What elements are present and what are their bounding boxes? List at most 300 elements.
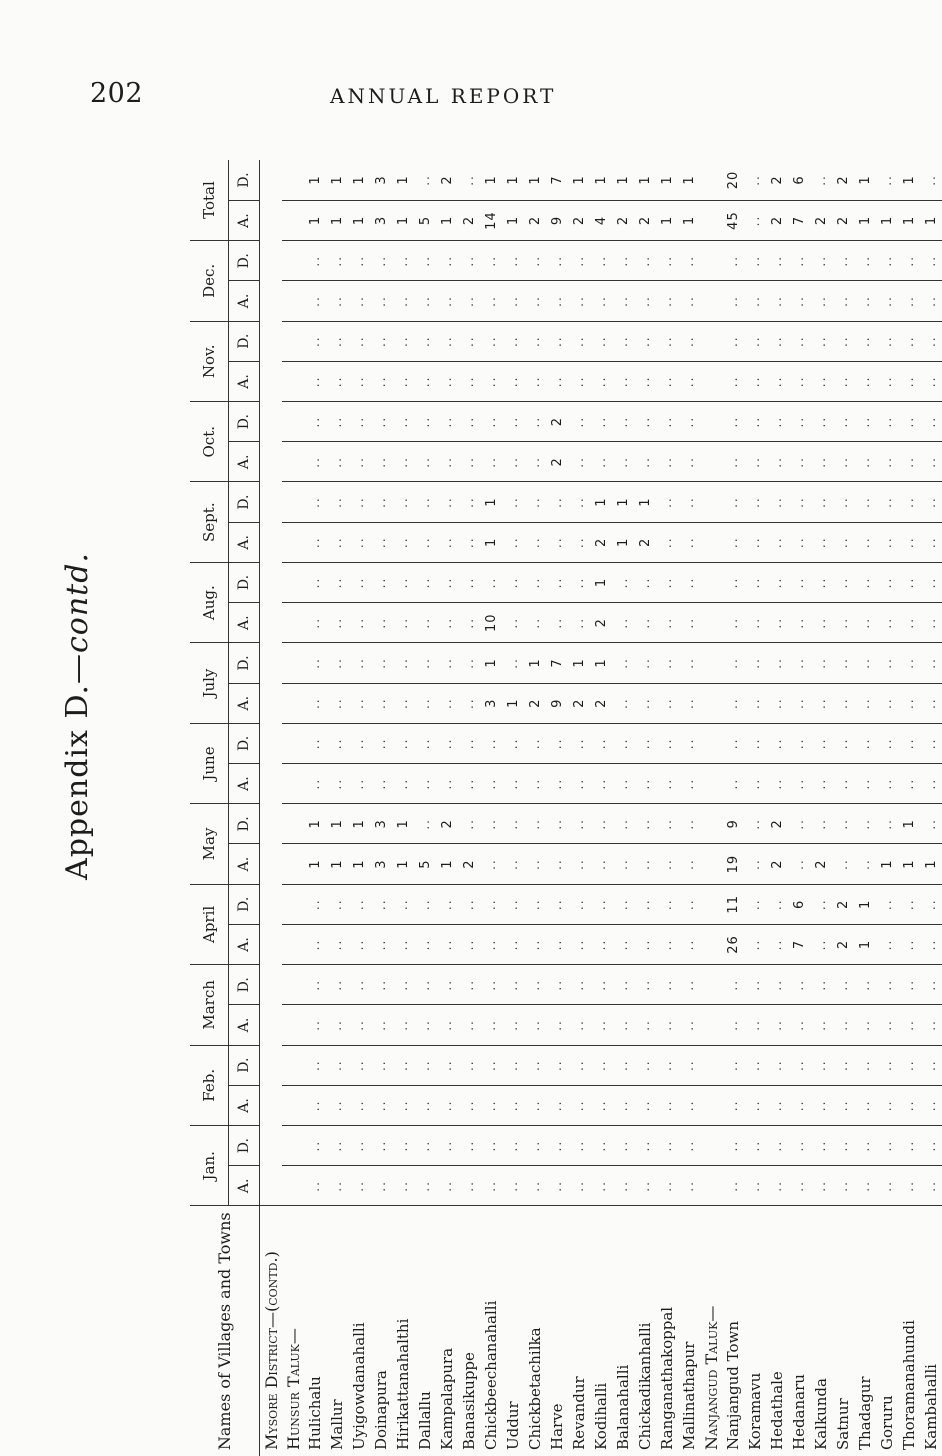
village-name: Uyigowdanahalli [348,1206,370,1456]
table-row [832,160,854,1456]
table-cell: .. [678,402,700,442]
table-cell: 7 [788,200,810,240]
table-cell: 1 [326,844,348,884]
table-cell: .. [326,562,348,602]
village-name: Mallinathapur [678,1206,700,1456]
table-cell: .. [304,603,326,643]
table-cell: .. [458,1126,480,1166]
table-cell: .. [612,723,634,763]
table-cell: 2 [810,200,832,240]
table-cell: 1 [656,200,678,240]
table-row [392,160,414,1456]
table-cell: .. [766,1085,788,1125]
table-cell: .. [546,884,568,924]
table-cell: .. [326,361,348,401]
table-cell: .. [392,683,414,723]
table-cell: 2 [832,924,854,964]
table-cell: .. [612,442,634,482]
table-cell: .. [458,321,480,361]
village-name: Hedanaru [788,1206,810,1456]
table-cell: 1 [502,200,524,240]
table-cell: .. [678,1045,700,1085]
table-cell: .. [788,361,810,401]
table-cell: .. [480,1045,502,1085]
table-cell: 2 [766,200,788,240]
table-cell: .. [568,804,590,844]
table-cell: 1 [634,160,656,200]
table-cell: .. [436,402,458,442]
table-cell: .. [810,884,832,924]
table-cell: .. [480,402,502,442]
table-cell: .. [392,321,414,361]
table-cell: .. [612,764,634,804]
table-cell: .. [810,603,832,643]
table-cell: .. [766,683,788,723]
village-name: Kodihalli [590,1206,612,1456]
table-cell: .. [744,1005,766,1045]
table-cell: .. [458,603,480,643]
table-cell: .. [876,1126,898,1166]
month-header: April [190,884,229,964]
table-cell: .. [898,522,920,562]
table-cell: .. [876,482,898,522]
month-header: June [190,723,229,803]
village-name: Uddur [502,1206,524,1456]
table-cell: .. [744,924,766,964]
table-cell [700,764,722,804]
table-cell: .. [854,402,876,442]
table-cell [282,442,304,482]
table-cell: .. [854,965,876,1005]
table-cell: .. [458,804,480,844]
table-cell: .. [678,281,700,321]
table-cell: .. [854,643,876,683]
table-cell: .. [436,1166,458,1206]
deaths-subheader: D. [229,1045,260,1085]
taluk-name: Nanjangud Taluk— [700,1206,722,1456]
table-cell: .. [722,241,744,281]
attacks-subheader: A. [229,361,260,401]
attacks-subheader: A. [229,924,260,964]
table-cell: .. [788,804,810,844]
table-cell: .. [590,965,612,1005]
table-cell: .. [788,844,810,884]
table-cell: .. [370,482,392,522]
table-cell: .. [634,764,656,804]
table-cell: .. [546,281,568,321]
table-cell: .. [678,1085,700,1125]
table-cell [700,643,722,683]
table-cell: .. [348,241,370,281]
table-cell: .. [436,241,458,281]
table-cell [282,241,304,281]
table-cell: .. [722,522,744,562]
table-cell: 1 [326,200,348,240]
table-cell: .. [722,643,744,683]
table-cell: .. [304,924,326,964]
village-name: Kampalapura [436,1206,458,1456]
table-cell: .. [854,804,876,844]
table-cell: .. [744,482,766,522]
table-cell: .. [898,764,920,804]
table-cell: .. [832,482,854,522]
table-cell: .. [612,1045,634,1085]
table-cell: .. [788,643,810,683]
table-cell: .. [634,1085,656,1125]
table-cell: .. [832,522,854,562]
table-cell: .. [898,603,920,643]
table-cell: .. [678,1166,700,1206]
table-cell: .. [744,643,766,683]
table-row [414,160,436,1456]
table-cell: .. [744,321,766,361]
table-cell: 1 [590,562,612,602]
table-cell: .. [876,764,898,804]
table-row [590,160,612,1456]
table-cell: .. [744,1085,766,1125]
table-cell: .. [722,361,744,401]
table-cell [282,1126,304,1166]
table-cell: .. [348,1126,370,1166]
table-cell: .. [656,1005,678,1045]
month-header: March [190,965,229,1045]
table-cell: .. [502,924,524,964]
table-cell: .. [480,562,502,602]
table-cell: 19 [722,844,744,884]
table-cell: 1 [392,160,414,200]
appendix-title-suffix: —contd. [60,552,95,684]
table-cell: .. [304,683,326,723]
table-cell: .. [766,643,788,683]
table-cell: 1 [568,160,590,200]
table-cell: .. [370,884,392,924]
table-cell: .. [612,683,634,723]
table-cell: .. [568,402,590,442]
table-cell: .. [920,683,942,723]
table-cell: .. [634,562,656,602]
table-cell: 1 [524,643,546,683]
table-cell: .. [656,764,678,804]
table-cell [700,884,722,924]
table-cell: .. [766,1166,788,1206]
table-cell: .. [568,482,590,522]
table-cell: .. [568,241,590,281]
table-cell: .. [876,321,898,361]
table-cell: 1 [656,160,678,200]
table-cell: .. [546,1045,568,1085]
table-cell: .. [920,924,942,964]
table-cell: .. [414,1005,436,1045]
table-cell: .. [502,603,524,643]
table-cell: .. [546,1166,568,1206]
table-cell [700,723,722,763]
table-cell: .. [370,402,392,442]
table-cell [282,804,304,844]
table-cell: .. [656,603,678,643]
table-cell: 1 [678,160,700,200]
table-cell: .. [876,643,898,683]
table-cell [700,1085,722,1125]
table-cell: 2 [766,160,788,200]
table-cell: .. [458,402,480,442]
page-header [90,78,750,118]
table-cell: .. [502,643,524,683]
month-header: July [190,643,229,723]
table-cell: 3 [370,844,392,884]
table-cell: 2 [436,160,458,200]
table-cell: .. [766,1045,788,1085]
table-cell: .. [810,160,832,200]
table-cell: .. [634,884,656,924]
table-cell: 2 [634,522,656,562]
table-cell: .. [436,1005,458,1045]
table-cell [282,1045,304,1085]
table-cell: .. [920,160,942,200]
table-cell: 2 [546,442,568,482]
table-cell: .. [788,321,810,361]
table-cell: 1 [502,683,524,723]
table-cell: .. [414,1166,436,1206]
village-name: Goruru [876,1206,898,1456]
table-cell [700,924,722,964]
table-cell: .. [304,965,326,1005]
table-cell: .. [502,1045,524,1085]
table-cell: .. [766,924,788,964]
table-cell: .. [370,1085,392,1125]
table-cell: .. [876,804,898,844]
table-cell: .. [392,562,414,602]
village-name: Ranganathakoppal [656,1206,678,1456]
attacks-subheader: A. [229,1085,260,1125]
table-cell: .. [458,884,480,924]
table-cell: .. [568,1005,590,1045]
table-cell: .. [370,924,392,964]
table-cell: .. [392,442,414,482]
table-cell: .. [568,1045,590,1085]
table-cell: .. [524,1045,546,1085]
table-cell: .. [502,1166,524,1206]
deaths-subheader: D. [229,321,260,361]
table-cell: .. [370,764,392,804]
table-cell [282,764,304,804]
deaths-subheader: D. [229,723,260,763]
table-cell: .. [656,562,678,602]
deaths-subheader: D. [229,643,260,683]
table-cell: .. [656,1126,678,1166]
table-cell: .. [854,844,876,884]
table-cell: .. [304,402,326,442]
table-cell [282,522,304,562]
table-cell: .. [524,241,546,281]
table-cell: .. [370,683,392,723]
table-cell: .. [854,1045,876,1085]
table-cell: .. [436,562,458,602]
table-cell: .. [590,804,612,844]
table-cell: 7 [788,924,810,964]
table-row [304,160,326,1456]
table-cell: .. [920,442,942,482]
table-cell: .. [392,924,414,964]
table-cell: 1 [590,160,612,200]
table-cell: .. [458,241,480,281]
table-cell: .. [810,321,832,361]
table-cell: .. [612,643,634,683]
table-cell: .. [568,1126,590,1166]
table-cell: .. [788,1166,810,1206]
table-cell: 9 [546,683,568,723]
table-cell: .. [326,884,348,924]
table-cell: .. [678,1005,700,1045]
table-cell: .. [568,844,590,884]
table-cell: .. [458,1166,480,1206]
table-cell: 1 [898,844,920,884]
table-cell: .. [744,764,766,804]
table-cell: .. [304,643,326,683]
names-column-header: Names of Villages and Towns [190,1206,260,1456]
table-cell [282,723,304,763]
table-cell: .. [524,884,546,924]
table-cell: .. [810,1166,832,1206]
table-cell: .. [524,402,546,442]
table-cell: .. [590,884,612,924]
table-cell: .. [546,522,568,562]
table-cell: .. [414,160,436,200]
table-cell [700,965,722,1005]
table-cell: .. [304,723,326,763]
table-cell: .. [590,1166,612,1206]
table-cell: .. [348,522,370,562]
table-row [480,160,502,1456]
table-cell: .. [370,1126,392,1166]
table-cell: 1 [590,643,612,683]
table-cell: .. [568,884,590,924]
table-cell: .. [788,723,810,763]
table-cell: .. [546,361,568,401]
table-cell: .. [656,643,678,683]
table-cell: .. [810,764,832,804]
table-cell: .. [810,804,832,844]
table-cell: .. [898,281,920,321]
table-cell: .. [920,482,942,522]
table-row [502,160,524,1456]
table-cell: .. [634,281,656,321]
table-cell: .. [590,442,612,482]
table-cell: 1 [920,200,942,240]
table-cell: .. [766,884,788,924]
table-cell: .. [744,562,766,602]
table-cell: .. [348,1005,370,1045]
table-cell: .. [810,643,832,683]
table-cell: .. [832,402,854,442]
table-cell: .. [502,965,524,1005]
table-cell: .. [656,361,678,401]
table-cell: 1 [348,804,370,844]
table-cell: .. [876,884,898,924]
table-cell: .. [920,321,942,361]
table-cell: 1 [304,200,326,240]
table-cell: .. [920,603,942,643]
table-cell: .. [766,562,788,602]
table-cell: .. [656,1085,678,1125]
table-cell: 1 [436,844,458,884]
table-cell: .. [920,361,942,401]
table-cell: .. [612,1085,634,1125]
table-cell: .. [876,603,898,643]
table-cell: .. [788,1126,810,1166]
table-cell [282,562,304,602]
table-cell: .. [854,1126,876,1166]
table-cell [282,1166,304,1206]
table-cell: .. [788,562,810,602]
month-header: Aug. [190,562,229,642]
table-cell: .. [612,844,634,884]
table-cell: .. [370,965,392,1005]
table-cell: .. [326,924,348,964]
table-cell: .. [920,1005,942,1045]
table-cell: .. [854,281,876,321]
table-cell: .. [656,522,678,562]
table-cell: .. [568,764,590,804]
table-cell: .. [348,723,370,763]
table-cell: .. [348,1166,370,1206]
table-cell: 1 [524,160,546,200]
table-cell: .. [524,844,546,884]
table-cell: .. [370,321,392,361]
village-name: Thoramanahundi [898,1206,920,1456]
table-cell: .. [436,965,458,1005]
table-cell: .. [304,321,326,361]
table-cell: .. [502,1126,524,1166]
table-cell: .. [722,1166,744,1206]
table-cell: .. [722,1126,744,1166]
table-cell: .. [722,281,744,321]
table-cell: .. [898,924,920,964]
table-cell: .. [370,723,392,763]
table-cell: .. [590,281,612,321]
table-cell: .. [414,442,436,482]
table-cell: .. [898,1166,920,1206]
table-cell: .. [634,603,656,643]
table-cell: .. [590,723,612,763]
village-name: Harve [546,1206,568,1456]
attacks-subheader: A. [229,522,260,562]
table-cell: .. [788,442,810,482]
table-cell: .. [810,522,832,562]
appendix-title [60,486,100,946]
month-header: Total [190,160,229,241]
table-cell: .. [920,643,942,683]
month-header: Nov. [190,321,229,401]
appendix-title-prefix: Appendix D. [60,684,95,880]
table-cell: .. [414,924,436,964]
table-cell: .. [524,1126,546,1166]
table-cell: 1 [348,200,370,240]
table-cell: .. [788,482,810,522]
table-cell: 2 [832,884,854,924]
table-cell: .. [524,924,546,964]
table-cell: 1 [854,884,876,924]
table-cell: .. [392,402,414,442]
table-cell: 1 [634,482,656,522]
table-cell: .. [854,241,876,281]
table-cell: .. [414,321,436,361]
table-cell: .. [458,562,480,602]
table-cell: .. [304,442,326,482]
village-name: Satnur [832,1206,854,1456]
table-cell: 14 [480,200,502,240]
table-cell: .. [304,764,326,804]
table-cell: .. [898,402,920,442]
